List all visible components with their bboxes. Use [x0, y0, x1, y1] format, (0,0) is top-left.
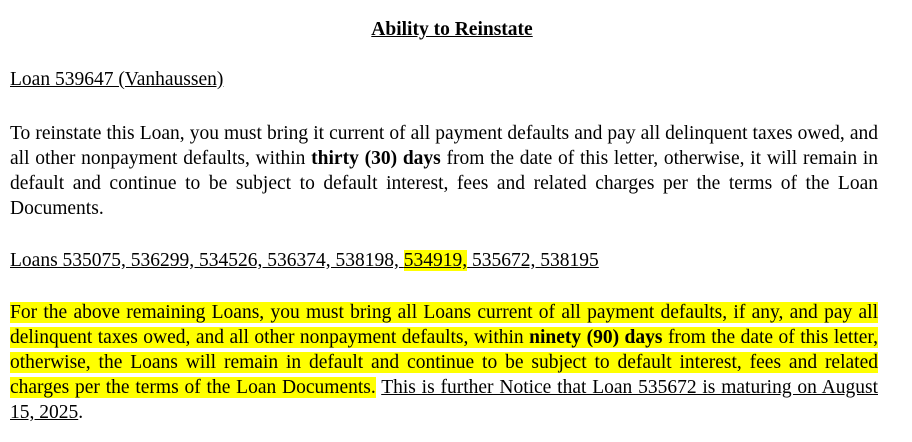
- maturity-notice: This is further Notice that Loan 535672 is maturing on August 15, 2025: [10, 377, 878, 423]
- highlighted-paragraph-text: from the date of this letter, otherwise, the Loans will remain in default and continue to be subject to default interest, fees and related charges per the terms of the Loan Documents.: [10, 327, 878, 398]
- notice-period: .: [78, 402, 84, 423]
- loan-539647-heading: Loan 539647 (Vanhaussen): [10, 69, 224, 90]
- highlighted-loan-number: 534919,: [403, 250, 468, 271]
- remaining-loans-heading: [10, 248, 599, 273]
- loan-list-text: 535672, 538195: [467, 250, 599, 271]
- reinstate-paragraph-remaining-loans: [10, 300, 878, 425]
- paragraph-text: from the date of this letter, otherwise, it will remain in default and continue to be subject to default interest, fees and related charges per the terms of the Loan Documents.: [10, 148, 879, 219]
- loan-list-text: Loans 535075, 536299, 534526, 536374, 538198,: [10, 250, 404, 271]
- page-title: Ability to Reinstate: [371, 19, 533, 40]
- reinstate-paragraph-single-loan: [10, 121, 878, 221]
- deadline-thirty-days: thirty (30) days: [311, 148, 441, 169]
- paragraph-text: To reinstate this Loan, you must bring it current of all payment defaults and pay all delinquent taxes owed, and all other nonpayment defaults, within: [10, 123, 878, 169]
- highlighted-paragraph-text: For the above remaining Loans, you must bring all Loans current of all payment defaults, if any, and pay all delinquent taxes owed, and all other nonpayment defaults, within: [10, 302, 878, 348]
- deadline-ninety-days: ninety (90) days: [529, 327, 663, 348]
